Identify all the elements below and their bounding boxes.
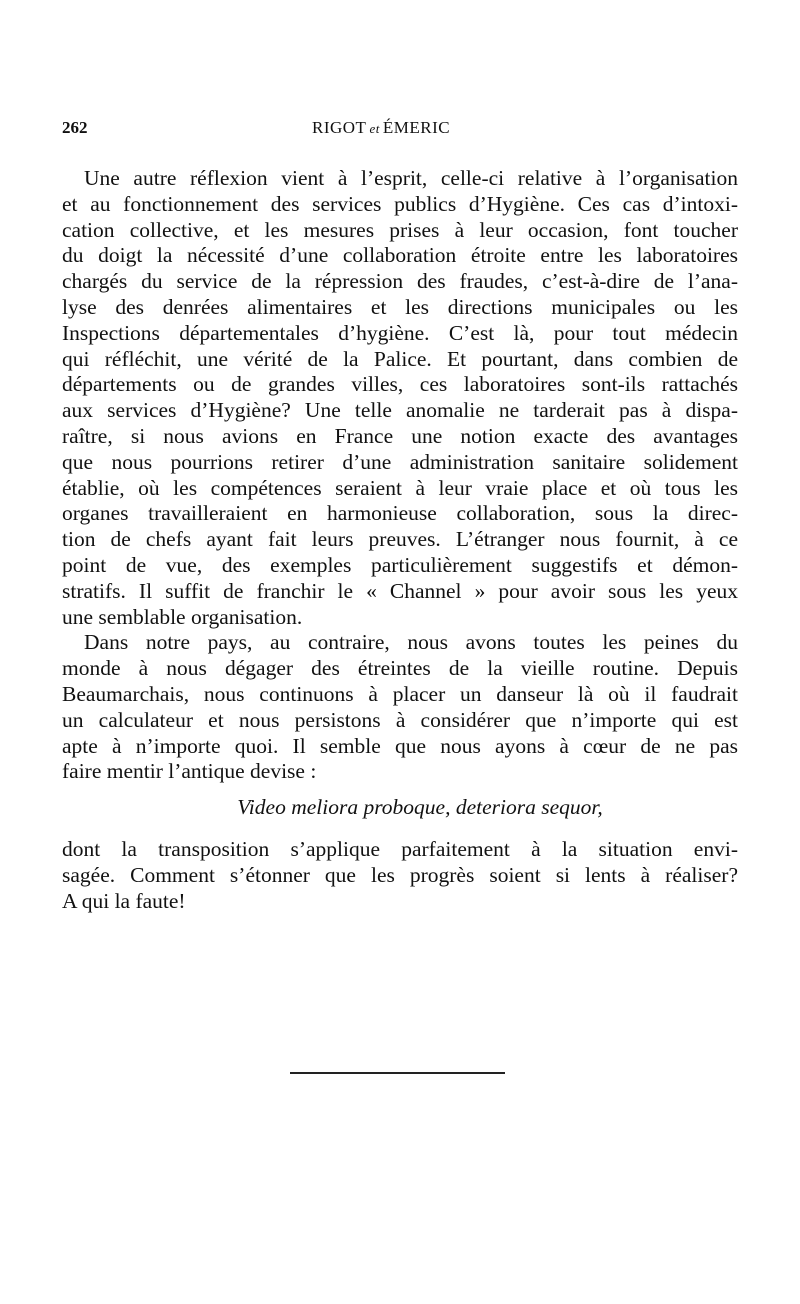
author-emeric: ÉMERIC bbox=[382, 118, 451, 137]
text-line: point de vue, des exemples particulièrement suggestifs et démon- bbox=[62, 552, 738, 577]
running-head bbox=[62, 118, 738, 146]
text-line: sagée. Comment s’étonner que les progrès soient si lents à réaliser? bbox=[62, 862, 738, 887]
text-line: apte à n’importe quoi. Il semble que nous ayons à cœur de ne pas bbox=[62, 733, 738, 758]
text-line: A qui la faute! bbox=[62, 888, 186, 913]
text-line: Inspections départementales d’hygiène. C’est là, pour tout médecin bbox=[62, 320, 738, 345]
section-end-rule bbox=[290, 1072, 505, 1074]
author-rigot: RIGOT bbox=[312, 118, 367, 137]
text-line: raître, si nous avions en France une notion exacte des avantages bbox=[62, 423, 738, 448]
text-line: Beaumarchais, nous continuons à placer un danseur là où il faudrait bbox=[62, 681, 738, 706]
paragraph-1 bbox=[62, 166, 738, 630]
text-line: Dans notre pays, au contraire, nous avons toutes les peines du bbox=[84, 630, 738, 655]
text-line: dont la transposition s’applique parfaitement à la situation envi- bbox=[62, 836, 738, 861]
text-line: un calculateur et nous persistons à considérer que n’importe qui est bbox=[62, 707, 738, 732]
body-text bbox=[62, 166, 738, 914]
text-line: que nous pourrions retirer d’une administration sanitaire solidement bbox=[62, 449, 738, 474]
text-line: qui réfléchit, une vérité de la Palice. Et pourtant, dans combien de bbox=[62, 346, 738, 371]
author-separator: et bbox=[369, 121, 380, 136]
text-line: départements ou de grandes villes, ces laboratoires sont-ils rattachés bbox=[62, 372, 738, 397]
text-line: stratifs. Il suffit de franchir le « Channel » pour avoir sous les yeux bbox=[62, 578, 738, 603]
text-line: monde à nous dégager des étreintes de la vieille routine. Depuis bbox=[62, 656, 738, 681]
text-line: lyse des denrées alimentaires et les directions municipales ou les bbox=[62, 294, 738, 319]
paragraph-2 bbox=[62, 630, 738, 785]
text-line: une semblable organisation. bbox=[62, 604, 303, 629]
text-line: chargés du service de la répression des fraudes, c’est-à-dire de l’ana- bbox=[62, 269, 738, 294]
text-line: aux services d’Hygiène? Une telle anomalie ne tarderait pas à dispa- bbox=[62, 398, 738, 423]
text-line: du doigt la nécessité d’une collaboration étroite entre les laboratoires bbox=[62, 243, 738, 268]
text-line: Une autre réflexion vient à l’esprit, celle-ci relative à l’organisation bbox=[84, 166, 738, 190]
text-line: faire mentir l’antique devise : bbox=[62, 759, 317, 784]
page-number: 262 bbox=[62, 118, 88, 137]
text-line: tion de chefs ayant fait leurs preuves. L’étranger nous fournit, à ce bbox=[62, 527, 738, 552]
text-line: et au fonctionnement des services publics d’Hygiène. Ces cas d’intoxi- bbox=[62, 191, 738, 216]
running-head-title bbox=[312, 118, 450, 138]
text-line: organes travailleraient en harmonieuse collaboration, sous la direc- bbox=[62, 501, 738, 526]
text-line: cation collective, et les mesures prises à leur occasion, font toucher bbox=[62, 217, 738, 242]
latin-quotation: Video meliora proboque, deteriora sequor, bbox=[237, 795, 603, 820]
paragraph-3 bbox=[62, 837, 738, 914]
text-line: établie, où les compétences seraient à leur vraie place et où tous les bbox=[62, 475, 738, 500]
